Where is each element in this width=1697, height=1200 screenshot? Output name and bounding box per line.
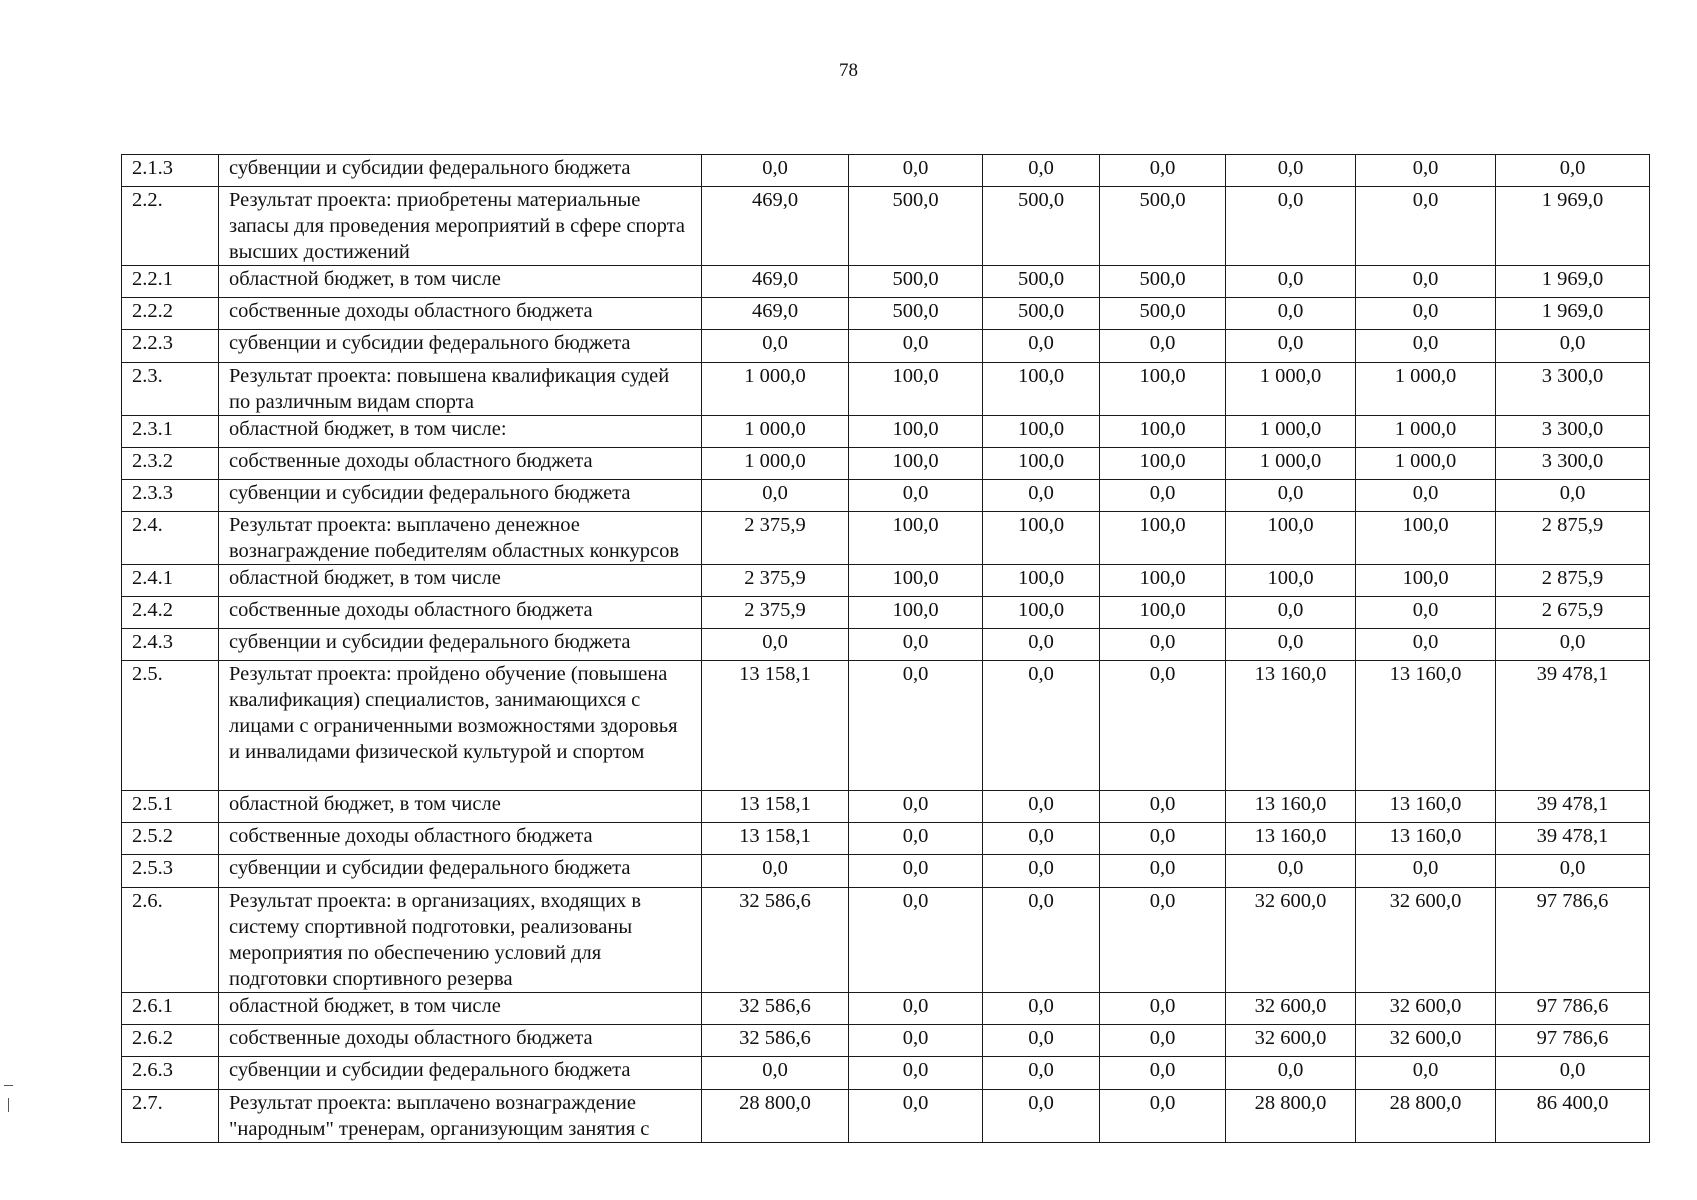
value-cell: 1 000,0	[702, 448, 849, 480]
row-code: 2.6.2	[122, 1025, 219, 1057]
value-cell: 500,0	[849, 187, 983, 266]
table-row	[122, 888, 1650, 993]
value-cell: 0,0	[849, 330, 983, 363]
value-cell: 100,0	[849, 448, 983, 480]
row-description: областной бюджет, в том числе	[219, 565, 702, 597]
value-cell: 3 300,0	[1496, 363, 1650, 416]
value-cell: 0,0	[1226, 266, 1356, 298]
row-code: 2.5.3	[122, 855, 219, 888]
value-cell: 39 478,1	[1496, 661, 1650, 791]
value-cell: 469,0	[702, 266, 849, 298]
row-code: 2.3.3	[122, 480, 219, 512]
value-cell: 0,0	[849, 1057, 983, 1090]
value-cell: 0,0	[983, 1090, 1100, 1143]
value-cell: 0,0	[1100, 629, 1226, 661]
row-code: 2.2.3	[122, 330, 219, 363]
value-cell: 100,0	[1226, 512, 1356, 565]
scan-mark-left	[4, 1085, 13, 1086]
row-description: Результат проекта: выплачено вознаграждение "народным" тренерам, организующим занятия с	[219, 1090, 702, 1143]
row-code: 2.6.	[122, 888, 219, 993]
row-code: 2.2.	[122, 187, 219, 266]
value-cell: 28 800,0	[702, 1090, 849, 1143]
table-row	[122, 565, 1650, 597]
value-cell: 0,0	[1226, 155, 1356, 187]
value-cell: 28 800,0	[1226, 1090, 1356, 1143]
table-body	[122, 155, 1650, 1143]
row-description: областной бюджет, в том числе	[219, 266, 702, 298]
value-cell: 500,0	[1100, 266, 1226, 298]
value-cell: 0,0	[1100, 155, 1226, 187]
table-row	[122, 1025, 1650, 1057]
value-cell: 0,0	[983, 480, 1100, 512]
row-code: 2.4.3	[122, 629, 219, 661]
value-cell: 1 000,0	[702, 416, 849, 448]
value-cell: 0,0	[1496, 629, 1650, 661]
value-cell: 100,0	[983, 416, 1100, 448]
value-cell: 100,0	[1100, 416, 1226, 448]
value-cell: 0,0	[1100, 823, 1226, 855]
value-cell: 0,0	[1356, 597, 1496, 629]
value-cell: 0,0	[1356, 155, 1496, 187]
value-cell: 0,0	[1496, 1057, 1650, 1090]
table-row	[122, 155, 1650, 187]
value-cell: 0,0	[849, 823, 983, 855]
value-cell: 0,0	[702, 1057, 849, 1090]
value-cell: 0,0	[983, 1025, 1100, 1057]
value-cell: 0,0	[702, 629, 849, 661]
row-code: 2.2.2	[122, 298, 219, 330]
row-code: 2.3.1	[122, 416, 219, 448]
value-cell: 100,0	[983, 597, 1100, 629]
value-cell: 0,0	[983, 888, 1100, 993]
value-cell: 469,0	[702, 187, 849, 266]
value-cell: 0,0	[1100, 855, 1226, 888]
value-cell: 0,0	[1356, 855, 1496, 888]
value-cell: 0,0	[1226, 597, 1356, 629]
value-cell: 2 875,9	[1496, 565, 1650, 597]
value-cell: 500,0	[983, 187, 1100, 266]
value-cell: 0,0	[849, 1025, 983, 1057]
value-cell: 0,0	[1356, 480, 1496, 512]
row-code: 2.3.2	[122, 448, 219, 480]
value-cell: 0,0	[849, 888, 983, 993]
value-cell: 13 160,0	[1226, 823, 1356, 855]
value-cell: 3 300,0	[1496, 416, 1650, 448]
table-row	[122, 448, 1650, 480]
value-cell: 500,0	[1100, 187, 1226, 266]
value-cell: 32 600,0	[1226, 888, 1356, 993]
row-code: 2.4.1	[122, 565, 219, 597]
value-cell: 13 158,1	[702, 661, 849, 791]
row-description: собственные доходы областного бюджета	[219, 597, 702, 629]
value-cell: 32 600,0	[1356, 888, 1496, 993]
table-row	[122, 330, 1650, 363]
value-cell: 100,0	[849, 416, 983, 448]
value-cell: 0,0	[983, 629, 1100, 661]
value-cell: 0,0	[1100, 661, 1226, 791]
value-cell: 32 586,6	[702, 1025, 849, 1057]
value-cell: 0,0	[1496, 480, 1650, 512]
table-row	[122, 855, 1650, 888]
value-cell: 0,0	[983, 993, 1100, 1025]
value-cell: 0,0	[1226, 855, 1356, 888]
value-cell: 0,0	[702, 330, 849, 363]
value-cell: 13 160,0	[1226, 661, 1356, 791]
value-cell: 13 160,0	[1356, 791, 1496, 823]
value-cell: 97 786,6	[1496, 1025, 1650, 1057]
row-description: Результат проекта: приобретены материальные запасы для проведения мероприятий в сфере спорта высших достижений	[219, 187, 702, 266]
value-cell: 0,0	[1496, 855, 1650, 888]
value-cell: 100,0	[1100, 448, 1226, 480]
table-row	[122, 993, 1650, 1025]
row-description: субвенции и субсидии федерального бюджета	[219, 155, 702, 187]
value-cell: 32 600,0	[1356, 1025, 1496, 1057]
row-code: 2.2.1	[122, 266, 219, 298]
value-cell: 0,0	[702, 155, 849, 187]
value-cell: 32 586,6	[702, 993, 849, 1025]
value-cell: 100,0	[849, 565, 983, 597]
table-row	[122, 1057, 1650, 1090]
value-cell: 0,0	[983, 791, 1100, 823]
row-code: 2.3.	[122, 363, 219, 416]
value-cell: 32 600,0	[1226, 993, 1356, 1025]
value-cell: 0,0	[1100, 888, 1226, 993]
row-description: собственные доходы областного бюджета	[219, 1025, 702, 1057]
value-cell: 1 000,0	[1226, 448, 1356, 480]
value-cell: 100,0	[1226, 565, 1356, 597]
value-cell: 100,0	[1100, 512, 1226, 565]
value-cell: 0,0	[983, 155, 1100, 187]
row-code: 2.7.	[122, 1090, 219, 1143]
table-row	[122, 597, 1650, 629]
value-cell: 500,0	[983, 266, 1100, 298]
value-cell: 1 000,0	[1356, 416, 1496, 448]
value-cell: 100,0	[849, 512, 983, 565]
value-cell: 0,0	[1356, 330, 1496, 363]
value-cell: 0,0	[1226, 330, 1356, 363]
table-row	[122, 266, 1650, 298]
value-cell: 1 969,0	[1496, 266, 1650, 298]
value-cell: 100,0	[1100, 597, 1226, 629]
row-code: 2.4.	[122, 512, 219, 565]
value-cell: 0,0	[983, 330, 1100, 363]
row-code: 2.1.3	[122, 155, 219, 187]
value-cell: 0,0	[1226, 1057, 1356, 1090]
value-cell: 469,0	[702, 298, 849, 330]
value-cell: 0,0	[1356, 266, 1496, 298]
budget-table	[121, 154, 1650, 1143]
row-code: 2.6.1	[122, 993, 219, 1025]
value-cell: 86 400,0	[1496, 1090, 1650, 1143]
row-code: 2.5.	[122, 661, 219, 791]
value-cell: 0,0	[1226, 187, 1356, 266]
row-code: 2.4.2	[122, 597, 219, 629]
value-cell: 32 586,6	[702, 888, 849, 993]
value-cell: 0,0	[702, 480, 849, 512]
row-description: субвенции и субсидии федерального бюджета	[219, 480, 702, 512]
row-description: собственные доходы областного бюджета	[219, 448, 702, 480]
row-code: 2.5.2	[122, 823, 219, 855]
table-row	[122, 823, 1650, 855]
row-code: 2.5.1	[122, 791, 219, 823]
value-cell: 32 600,0	[1226, 1025, 1356, 1057]
value-cell: 39 478,1	[1496, 823, 1650, 855]
value-cell: 1 000,0	[1226, 416, 1356, 448]
value-cell: 97 786,6	[1496, 888, 1650, 993]
value-cell: 0,0	[1100, 1057, 1226, 1090]
table-row	[122, 791, 1650, 823]
value-cell: 1 000,0	[1356, 448, 1496, 480]
value-cell: 100,0	[1100, 565, 1226, 597]
value-cell: 0,0	[1226, 298, 1356, 330]
value-cell: 0,0	[983, 661, 1100, 791]
value-cell: 100,0	[1356, 565, 1496, 597]
table-row	[122, 480, 1650, 512]
value-cell: 0,0	[1496, 330, 1650, 363]
table-row	[122, 363, 1650, 416]
table-row	[122, 629, 1650, 661]
value-cell: 0,0	[1100, 1025, 1226, 1057]
value-cell: 0,0	[1496, 155, 1650, 187]
value-cell: 100,0	[983, 565, 1100, 597]
value-cell: 13 160,0	[1226, 791, 1356, 823]
value-cell: 500,0	[849, 298, 983, 330]
value-cell: 28 800,0	[1356, 1090, 1496, 1143]
value-cell: 0,0	[849, 791, 983, 823]
row-description: Результат проекта: в организациях, входящих в систему спортивной подготовки, реализованы мероприятия по обеспечению условий для подготовки спортивного резерва	[219, 888, 702, 993]
value-cell: 0,0	[1100, 480, 1226, 512]
table-row	[122, 298, 1650, 330]
page-number: 78	[839, 60, 858, 81]
value-cell: 0,0	[1226, 629, 1356, 661]
row-description: собственные доходы областного бюджета	[219, 823, 702, 855]
value-cell: 1 969,0	[1496, 298, 1650, 330]
row-description: субвенции и субсидии федерального бюджета	[219, 330, 702, 363]
row-description: субвенции и субсидии федерального бюджета	[219, 629, 702, 661]
row-description: субвенции и субсидии федерального бюджета	[219, 855, 702, 888]
table-row	[122, 416, 1650, 448]
value-cell: 13 160,0	[1356, 661, 1496, 791]
value-cell: 100,0	[1356, 512, 1496, 565]
value-cell: 0,0	[1100, 993, 1226, 1025]
table-row	[122, 187, 1650, 266]
table-row	[122, 661, 1650, 791]
value-cell: 32 600,0	[1356, 993, 1496, 1025]
scan-mark-left-2	[8, 1098, 9, 1112]
row-description: областной бюджет, в том числе:	[219, 416, 702, 448]
value-cell: 0,0	[1100, 330, 1226, 363]
value-cell: 0,0	[849, 855, 983, 888]
value-cell: 0,0	[1356, 187, 1496, 266]
value-cell: 0,0	[1356, 1057, 1496, 1090]
value-cell: 1 000,0	[1356, 363, 1496, 416]
value-cell: 0,0	[1100, 791, 1226, 823]
table-row	[122, 1090, 1650, 1143]
row-description: областной бюджет, в том числе	[219, 791, 702, 823]
value-cell: 2 375,9	[702, 565, 849, 597]
value-cell: 97 786,6	[1496, 993, 1650, 1025]
row-description: Результат проекта: пройдено обучение (повышена квалификация) специалистов, занимающихся с лицами с ограниченными возможностями здоровья и инвалидами физической культурой и спортом	[219, 661, 702, 791]
value-cell: 100,0	[1100, 363, 1226, 416]
row-code: 2.6.3	[122, 1057, 219, 1090]
value-cell: 500,0	[849, 266, 983, 298]
value-cell: 500,0	[1100, 298, 1226, 330]
row-description: субвенции и субсидии федерального бюджета	[219, 1057, 702, 1090]
value-cell: 0,0	[1100, 1090, 1226, 1143]
value-cell: 0,0	[849, 1090, 983, 1143]
value-cell: 2 375,9	[702, 597, 849, 629]
value-cell: 0,0	[983, 855, 1100, 888]
value-cell: 0,0	[702, 855, 849, 888]
value-cell: 1 000,0	[702, 363, 849, 416]
value-cell: 500,0	[983, 298, 1100, 330]
value-cell: 0,0	[849, 993, 983, 1025]
value-cell: 100,0	[983, 448, 1100, 480]
value-cell: 13 160,0	[1356, 823, 1496, 855]
value-cell: 100,0	[983, 363, 1100, 416]
value-cell: 1 000,0	[1226, 363, 1356, 416]
value-cell: 100,0	[849, 597, 983, 629]
value-cell: 13 158,1	[702, 791, 849, 823]
row-description: Результат проекта: выплачено денежное вознаграждение победителям областных конкурсов	[219, 512, 702, 565]
value-cell: 100,0	[849, 363, 983, 416]
value-cell: 2 375,9	[702, 512, 849, 565]
row-description: Результат проекта: повышена квалификация судей по различным видам спорта	[219, 363, 702, 416]
value-cell: 0,0	[849, 629, 983, 661]
value-cell: 0,0	[983, 1057, 1100, 1090]
value-cell: 3 300,0	[1496, 448, 1650, 480]
table-row	[122, 512, 1650, 565]
row-description: собственные доходы областного бюджета	[219, 298, 702, 330]
value-cell: 0,0	[983, 823, 1100, 855]
value-cell: 0,0	[849, 480, 983, 512]
row-description: областной бюджет, в том числе	[219, 993, 702, 1025]
value-cell: 0,0	[1356, 629, 1496, 661]
value-cell: 100,0	[983, 512, 1100, 565]
value-cell: 2 875,9	[1496, 512, 1650, 565]
value-cell: 2 675,9	[1496, 597, 1650, 629]
value-cell: 1 969,0	[1496, 187, 1650, 266]
value-cell: 0,0	[849, 155, 983, 187]
value-cell: 39 478,1	[1496, 791, 1650, 823]
value-cell: 13 158,1	[702, 823, 849, 855]
value-cell: 0,0	[1356, 298, 1496, 330]
value-cell: 0,0	[849, 661, 983, 791]
value-cell: 0,0	[1226, 480, 1356, 512]
